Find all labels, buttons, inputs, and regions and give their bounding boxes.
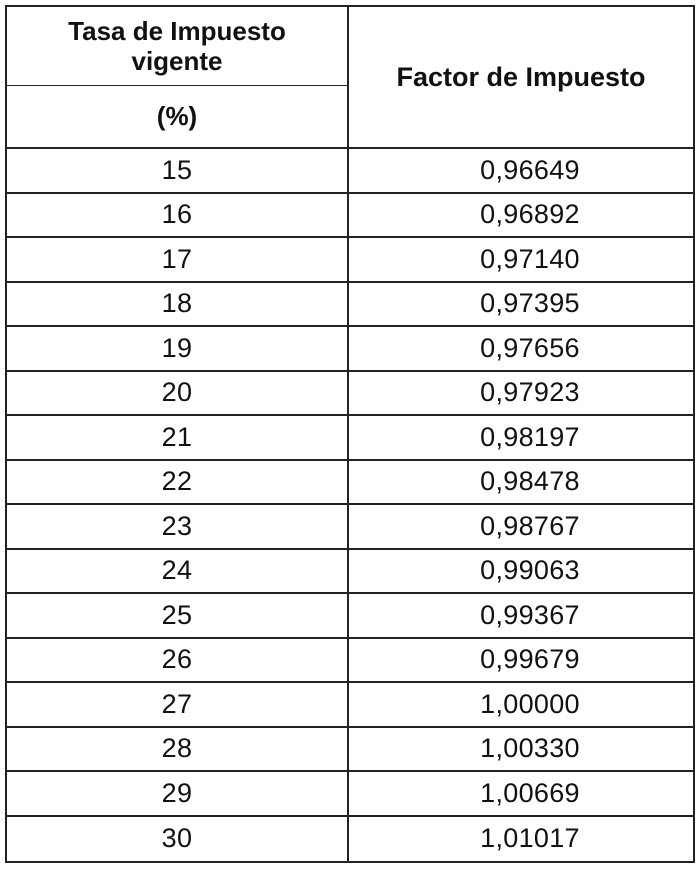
factor-cell: 1,00669 (349, 772, 693, 817)
factor-cell: 0,99367 (349, 594, 693, 639)
factor-cell: 0,99063 (349, 550, 693, 595)
rate-cell: 28 (7, 728, 349, 773)
factor-cell: 0,96892 (349, 194, 693, 239)
rate-cell: 24 (7, 550, 349, 595)
factor-cell: 0,97923 (349, 372, 693, 417)
factor-cell: 0,96649 (349, 149, 693, 194)
rate-cell: 15 (7, 149, 349, 194)
rate-cell: 27 (7, 683, 349, 728)
factor-cell: 0,99679 (349, 639, 693, 684)
rate-cell: 17 (7, 238, 349, 283)
rate-cell: 25 (7, 594, 349, 639)
rate-header-title (7, 7, 347, 86)
rate-cell: 26 (7, 639, 349, 684)
factor-cell: 0,97395 (349, 283, 693, 328)
factor-cell: 0,98197 (349, 416, 693, 461)
rate-cell: 22 (7, 461, 349, 506)
rate-cell: 16 (7, 194, 349, 239)
tax-factor-table (5, 5, 695, 863)
factor-cell: 1,01017 (480, 823, 580, 854)
rate-cell: 29 (7, 772, 349, 817)
rate-cell: 23 (7, 505, 349, 550)
rate-header-unit: (%) (156, 101, 198, 131)
factor-cell: 1,00000 (349, 683, 693, 728)
rate-cell: 21 (7, 416, 349, 461)
rate-header-line1: Tasa de Impuesto (68, 16, 286, 46)
factor-cell: 0,97140 (349, 238, 693, 283)
factor-cell: 0,97656 (349, 327, 693, 372)
rate-header-line2: vigente (131, 46, 223, 76)
rate-cell: 20 (7, 372, 349, 417)
factor-cell: 0,98478 (349, 461, 693, 506)
rate-cell: 30 (7, 817, 349, 862)
factor-cell: 1,00330 (349, 728, 693, 773)
factor-column-header: Factor de Impuesto (349, 7, 693, 149)
rate-cell: 19 (7, 327, 349, 372)
rate-cell: 18 (7, 283, 349, 328)
factor-cell: 0,98767 (349, 505, 693, 550)
rate-column-header (7, 7, 349, 149)
